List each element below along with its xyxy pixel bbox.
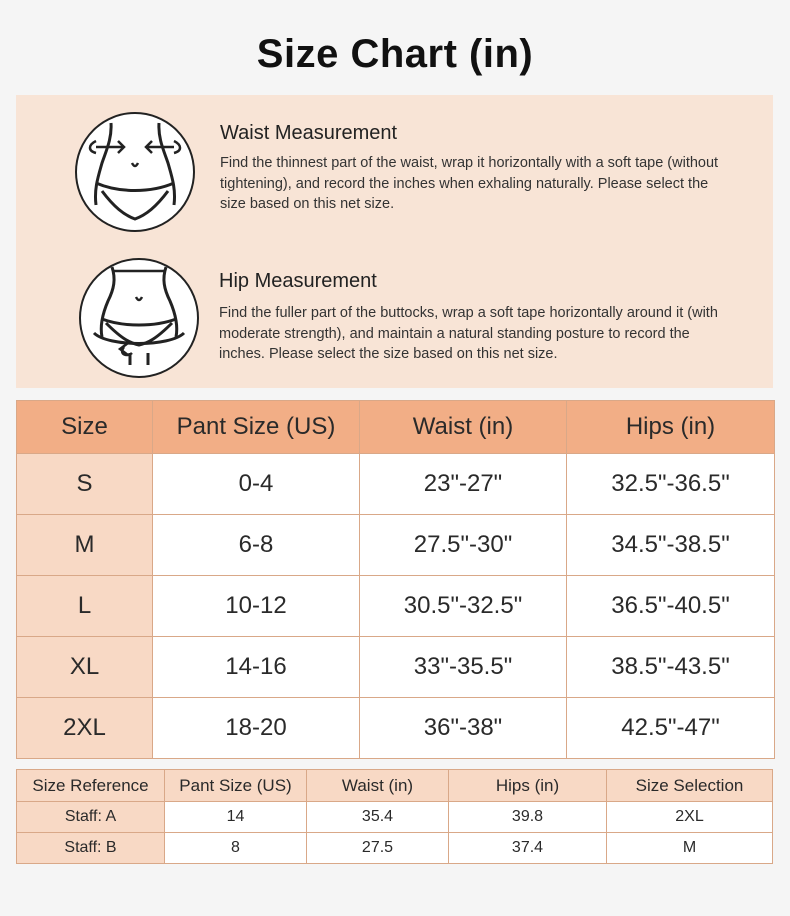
table-row	[17, 833, 773, 864]
staff-label: Staff: A	[17, 802, 165, 833]
pant-size-cell: 10-12	[153, 576, 360, 637]
table-row	[17, 698, 775, 759]
table-row	[17, 576, 775, 637]
column-header-pant-size: Pant Size (US)	[153, 401, 360, 454]
hips-cell: 38.5"-43.5"	[567, 637, 775, 698]
size-selection-cell: 2XL	[607, 802, 773, 833]
waist-cell: 27.5	[307, 833, 449, 864]
column-header-size: Size	[17, 401, 153, 454]
size-reference-table	[16, 769, 773, 864]
hips-cell: 39.8	[449, 802, 607, 833]
waist-cell: 30.5"-32.5"	[360, 576, 567, 637]
pant-size-cell: 6-8	[153, 515, 360, 576]
column-header-waist: Waist (in)	[360, 401, 567, 454]
column-header-hips: Hips (in)	[567, 401, 775, 454]
column-header-size-reference: Size Reference	[17, 770, 165, 802]
column-header-hips: Hips (in)	[449, 770, 607, 802]
waist-cell: 35.4	[307, 802, 449, 833]
hips-cell: 36.5"-40.5"	[567, 576, 775, 637]
hips-cell: 42.5"-47"	[567, 698, 775, 759]
table-row	[17, 515, 775, 576]
table-row	[17, 454, 775, 515]
staff-label: Staff: B	[17, 833, 165, 864]
size-selection-cell: M	[607, 833, 773, 864]
size-label: S	[17, 454, 153, 515]
measurement-guide-panel	[16, 95, 773, 388]
column-header-waist: Waist (in)	[307, 770, 449, 802]
size-label: M	[17, 515, 153, 576]
pant-size-cell: 18-20	[153, 698, 360, 759]
pant-size-cell: 0-4	[153, 454, 360, 515]
size-label: L	[17, 576, 153, 637]
hip-figure-icon	[78, 257, 200, 379]
table-row	[17, 802, 773, 833]
waist-cell: 36"-38"	[360, 698, 567, 759]
hip-measurement-heading: Hip Measurement	[219, 270, 377, 292]
waist-cell: 33"-35.5"	[360, 637, 567, 698]
size-chart-header-row	[17, 401, 775, 454]
size-label: 2XL	[17, 698, 153, 759]
pant-size-cell: 14	[165, 802, 307, 833]
hips-cell: 37.4	[449, 833, 607, 864]
waist-measurement-text: Find the thinnest part of the waist, wrap it horizontally with a soft tape (without tightening), and record the inches when exhaling naturally. Please select the size based on this net size.	[220, 155, 719, 212]
hip-measurement-text: Find the fuller part of the buttocks, wrap a soft tape horizontally around it (with moderate strength), and maintain a natural standing posture to record the inches. Please select the size based on this net size.	[219, 305, 718, 362]
column-header-pant-size: Pant Size (US)	[165, 770, 307, 802]
page-title: Size Chart (in)	[256, 32, 534, 76]
waist-cell: 23"-27"	[360, 454, 567, 515]
size-label: XL	[17, 637, 153, 698]
column-header-size-selection: Size Selection	[607, 770, 773, 802]
hips-cell: 34.5"-38.5"	[567, 515, 775, 576]
waist-measurement-heading: Waist Measurement	[220, 122, 398, 144]
hips-cell: 32.5"-36.5"	[567, 454, 775, 515]
reference-header-row	[17, 770, 773, 802]
table-row	[17, 637, 775, 698]
pant-size-cell: 8	[165, 833, 307, 864]
waist-figure-icon	[74, 111, 196, 233]
pant-size-cell: 14-16	[153, 637, 360, 698]
size-chart-table	[16, 400, 775, 759]
waist-cell: 27.5"-30"	[360, 515, 567, 576]
